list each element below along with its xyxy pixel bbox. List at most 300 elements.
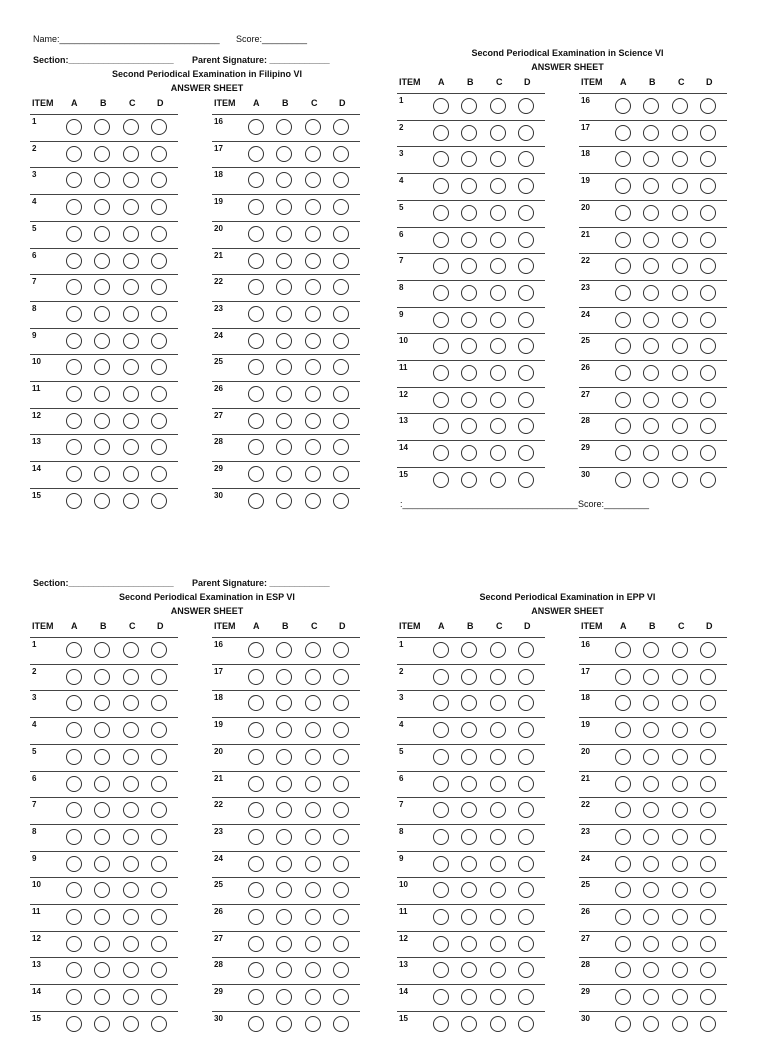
answer-bubble-d[interactable] <box>700 472 716 488</box>
answer-bubble-c[interactable] <box>305 279 321 295</box>
answer-bubble-c[interactable] <box>490 802 506 818</box>
answer-bubble-d[interactable] <box>518 642 534 658</box>
answer-bubble-a[interactable] <box>433 98 449 114</box>
answer-bubble-a[interactable] <box>615 695 631 711</box>
answer-bubble-c[interactable] <box>490 962 506 978</box>
answer-bubble-b[interactable] <box>276 802 292 818</box>
answer-bubble-b[interactable] <box>461 829 477 845</box>
answer-bubble-d[interactable] <box>333 172 349 188</box>
answer-bubble-b[interactable] <box>461 856 477 872</box>
answer-bubble-a[interactable] <box>248 359 264 375</box>
answer-bubble-d[interactable] <box>700 285 716 301</box>
answer-bubble-b[interactable] <box>643 962 659 978</box>
answer-bubble-d[interactable] <box>333 146 349 162</box>
answer-bubble-c[interactable] <box>490 856 506 872</box>
answer-bubble-d[interactable] <box>333 669 349 685</box>
answer-bubble-d[interactable] <box>151 936 167 952</box>
answer-bubble-b[interactable] <box>643 695 659 711</box>
answer-bubble-d[interactable] <box>333 359 349 375</box>
answer-bubble-d[interactable] <box>518 365 534 381</box>
answer-bubble-d[interactable] <box>151 466 167 482</box>
answer-bubble-b[interactable] <box>461 178 477 194</box>
answer-bubble-d[interactable] <box>151 695 167 711</box>
answer-bubble-c[interactable] <box>672 98 688 114</box>
answer-bubble-b[interactable] <box>276 642 292 658</box>
answer-bubble-c[interactable] <box>305 172 321 188</box>
answer-bubble-b[interactable] <box>643 312 659 328</box>
answer-bubble-d[interactable] <box>700 829 716 845</box>
answer-bubble-d[interactable] <box>151 439 167 455</box>
answer-bubble-c[interactable] <box>123 306 139 322</box>
answer-bubble-c[interactable] <box>123 856 139 872</box>
answer-bubble-c[interactable] <box>305 936 321 952</box>
answer-bubble-c[interactable] <box>490 642 506 658</box>
answer-bubble-c[interactable] <box>305 802 321 818</box>
answer-bubble-a[interactable] <box>433 802 449 818</box>
answer-bubble-b[interactable] <box>276 119 292 135</box>
answer-bubble-b[interactable] <box>643 205 659 221</box>
answer-bubble-c[interactable] <box>305 642 321 658</box>
answer-bubble-b[interactable] <box>94 493 110 509</box>
answer-bubble-c[interactable] <box>490 722 506 738</box>
answer-bubble-d[interactable] <box>333 493 349 509</box>
answer-bubble-d[interactable] <box>333 642 349 658</box>
answer-bubble-b[interactable] <box>94 882 110 898</box>
answer-bubble-a[interactable] <box>433 312 449 328</box>
answer-bubble-d[interactable] <box>151 359 167 375</box>
answer-bubble-a[interactable] <box>433 829 449 845</box>
answer-bubble-c[interactable] <box>490 695 506 711</box>
answer-bubble-b[interactable] <box>461 749 477 765</box>
answer-bubble-c[interactable] <box>672 829 688 845</box>
answer-bubble-d[interactable] <box>700 258 716 274</box>
answer-bubble-d[interactable] <box>518 909 534 925</box>
answer-bubble-c[interactable] <box>123 413 139 429</box>
answer-bubble-b[interactable] <box>276 466 292 482</box>
answer-bubble-d[interactable] <box>333 279 349 295</box>
answer-bubble-a[interactable] <box>615 802 631 818</box>
answer-bubble-b[interactable] <box>276 989 292 1005</box>
answer-bubble-b[interactable] <box>643 178 659 194</box>
answer-bubble-c[interactable] <box>123 439 139 455</box>
answer-bubble-c[interactable] <box>305 466 321 482</box>
answer-bubble-c[interactable] <box>490 829 506 845</box>
science-footer-line[interactable]: :___________________________________ <box>400 499 578 509</box>
answer-bubble-c[interactable] <box>672 445 688 461</box>
answer-bubble-a[interactable] <box>66 359 82 375</box>
answer-bubble-a[interactable] <box>615 285 631 301</box>
answer-bubble-a[interactable] <box>615 125 631 141</box>
answer-bubble-c[interactable] <box>490 749 506 765</box>
answer-bubble-a[interactable] <box>248 669 264 685</box>
answer-bubble-c[interactable] <box>123 146 139 162</box>
answer-bubble-b[interactable] <box>276 882 292 898</box>
answer-bubble-a[interactable] <box>248 989 264 1005</box>
answer-bubble-d[interactable] <box>700 418 716 434</box>
answer-bubble-d[interactable] <box>700 936 716 952</box>
answer-bubble-b[interactable] <box>643 669 659 685</box>
answer-bubble-c[interactable] <box>123 279 139 295</box>
answer-bubble-a[interactable] <box>248 722 264 738</box>
answer-bubble-d[interactable] <box>151 172 167 188</box>
answer-bubble-a[interactable] <box>248 279 264 295</box>
answer-bubble-c[interactable] <box>672 472 688 488</box>
answer-bubble-d[interactable] <box>700 205 716 221</box>
answer-bubble-a[interactable] <box>615 882 631 898</box>
answer-bubble-b[interactable] <box>276 695 292 711</box>
answer-bubble-d[interactable] <box>700 882 716 898</box>
answer-bubble-d[interactable] <box>151 146 167 162</box>
answer-bubble-a[interactable] <box>433 642 449 658</box>
answer-bubble-b[interactable] <box>643 232 659 248</box>
answer-bubble-d[interactable] <box>518 445 534 461</box>
answer-bubble-d[interactable] <box>333 909 349 925</box>
answer-bubble-a[interactable] <box>248 439 264 455</box>
answer-bubble-c[interactable] <box>123 722 139 738</box>
answer-bubble-a[interactable] <box>66 882 82 898</box>
answer-bubble-c[interactable] <box>490 669 506 685</box>
answer-bubble-c[interactable] <box>490 205 506 221</box>
answer-bubble-c[interactable] <box>123 119 139 135</box>
answer-bubble-a[interactable] <box>615 392 631 408</box>
answer-bubble-b[interactable] <box>94 279 110 295</box>
answer-bubble-a[interactable] <box>66 856 82 872</box>
answer-bubble-c[interactable] <box>123 962 139 978</box>
answer-bubble-d[interactable] <box>700 125 716 141</box>
answer-bubble-d[interactable] <box>518 695 534 711</box>
answer-bubble-c[interactable] <box>123 359 139 375</box>
answer-bubble-c[interactable] <box>490 125 506 141</box>
answer-bubble-b[interactable] <box>461 722 477 738</box>
answer-bubble-d[interactable] <box>333 226 349 242</box>
answer-bubble-d[interactable] <box>518 151 534 167</box>
answer-bubble-c[interactable] <box>305 386 321 402</box>
answer-bubble-c[interactable] <box>490 98 506 114</box>
answer-bubble-c[interactable] <box>123 936 139 952</box>
answer-bubble-a[interactable] <box>66 439 82 455</box>
answer-bubble-b[interactable] <box>94 119 110 135</box>
answer-bubble-d[interactable] <box>333 439 349 455</box>
answer-bubble-d[interactable] <box>151 493 167 509</box>
answer-bubble-b[interactable] <box>643 642 659 658</box>
answer-bubble-b[interactable] <box>461 338 477 354</box>
answer-bubble-a[interactable] <box>615 989 631 1005</box>
answer-bubble-a[interactable] <box>615 338 631 354</box>
answer-bubble-d[interactable] <box>333 962 349 978</box>
answer-bubble-a[interactable] <box>248 253 264 269</box>
answer-bubble-c[interactable] <box>305 413 321 429</box>
answer-bubble-b[interactable] <box>276 359 292 375</box>
answer-bubble-d[interactable] <box>700 151 716 167</box>
answer-bubble-a[interactable] <box>248 695 264 711</box>
answer-bubble-d[interactable] <box>700 989 716 1005</box>
answer-bubble-c[interactable] <box>672 722 688 738</box>
answer-bubble-b[interactable] <box>643 829 659 845</box>
answer-bubble-a[interactable] <box>433 445 449 461</box>
answer-bubble-a[interactable] <box>433 205 449 221</box>
answer-bubble-a[interactable] <box>66 333 82 349</box>
answer-bubble-c[interactable] <box>123 802 139 818</box>
parent-signature-field-bottom[interactable]: Parent Signature: ____________ <box>192 578 330 588</box>
answer-bubble-c[interactable] <box>305 882 321 898</box>
answer-bubble-b[interactable] <box>461 258 477 274</box>
answer-bubble-c[interactable] <box>305 856 321 872</box>
answer-bubble-c[interactable] <box>490 258 506 274</box>
answer-bubble-a[interactable] <box>248 642 264 658</box>
answer-bubble-c[interactable] <box>305 669 321 685</box>
answer-bubble-d[interactable] <box>700 392 716 408</box>
answer-bubble-c[interactable] <box>490 312 506 328</box>
answer-bubble-d[interactable] <box>518 205 534 221</box>
answer-bubble-c[interactable] <box>123 226 139 242</box>
answer-bubble-b[interactable] <box>461 909 477 925</box>
answer-bubble-d[interactable] <box>518 669 534 685</box>
answer-bubble-a[interactable] <box>66 172 82 188</box>
answer-bubble-a[interactable] <box>248 802 264 818</box>
answer-bubble-a[interactable] <box>615 205 631 221</box>
answer-bubble-d[interactable] <box>333 802 349 818</box>
answer-bubble-b[interactable] <box>276 306 292 322</box>
answer-bubble-b[interactable] <box>94 306 110 322</box>
answer-bubble-c[interactable] <box>305 722 321 738</box>
answer-bubble-b[interactable] <box>94 909 110 925</box>
answer-bubble-a[interactable] <box>615 909 631 925</box>
answer-bubble-d[interactable] <box>333 386 349 402</box>
answer-bubble-b[interactable] <box>461 936 477 952</box>
answer-bubble-d[interactable] <box>518 285 534 301</box>
answer-bubble-b[interactable] <box>461 695 477 711</box>
answer-bubble-b[interactable] <box>94 856 110 872</box>
answer-bubble-c[interactable] <box>490 151 506 167</box>
answer-bubble-c[interactable] <box>305 359 321 375</box>
answer-bubble-a[interactable] <box>248 962 264 978</box>
answer-bubble-b[interactable] <box>643 258 659 274</box>
answer-bubble-d[interactable] <box>151 199 167 215</box>
answer-bubble-c[interactable] <box>305 989 321 1005</box>
answer-bubble-d[interactable] <box>151 989 167 1005</box>
answer-bubble-d[interactable] <box>700 98 716 114</box>
answer-bubble-b[interactable] <box>94 776 110 792</box>
answer-bubble-c[interactable] <box>490 365 506 381</box>
answer-bubble-d[interactable] <box>333 749 349 765</box>
answer-bubble-a[interactable] <box>433 989 449 1005</box>
answer-bubble-a[interactable] <box>66 936 82 952</box>
answer-bubble-c[interactable] <box>672 285 688 301</box>
answer-bubble-d[interactable] <box>333 333 349 349</box>
answer-bubble-a[interactable] <box>66 306 82 322</box>
answer-bubble-c[interactable] <box>305 226 321 242</box>
answer-bubble-b[interactable] <box>643 418 659 434</box>
answer-bubble-c[interactable] <box>123 199 139 215</box>
answer-bubble-c[interactable] <box>672 365 688 381</box>
answer-bubble-d[interactable] <box>700 695 716 711</box>
answer-bubble-c[interactable] <box>123 333 139 349</box>
answer-bubble-c[interactable] <box>123 776 139 792</box>
answer-bubble-a[interactable] <box>615 829 631 845</box>
answer-bubble-b[interactable] <box>276 829 292 845</box>
answer-bubble-c[interactable] <box>123 695 139 711</box>
answer-bubble-a[interactable] <box>433 749 449 765</box>
answer-bubble-a[interactable] <box>615 642 631 658</box>
answer-bubble-d[interactable] <box>700 445 716 461</box>
answer-bubble-b[interactable] <box>276 199 292 215</box>
answer-bubble-c[interactable] <box>672 989 688 1005</box>
answer-bubble-d[interactable] <box>151 333 167 349</box>
answer-bubble-b[interactable] <box>94 642 110 658</box>
answer-bubble-b[interactable] <box>276 936 292 952</box>
answer-bubble-d[interactable] <box>333 989 349 1005</box>
answer-bubble-a[interactable] <box>66 642 82 658</box>
answer-bubble-c[interactable] <box>123 882 139 898</box>
answer-bubble-c[interactable] <box>672 962 688 978</box>
answer-bubble-c[interactable] <box>672 125 688 141</box>
answer-bubble-a[interactable] <box>66 226 82 242</box>
answer-bubble-c[interactable] <box>123 829 139 845</box>
answer-bubble-a[interactable] <box>248 386 264 402</box>
answer-bubble-c[interactable] <box>305 119 321 135</box>
answer-bubble-b[interactable] <box>461 365 477 381</box>
answer-bubble-a[interactable] <box>433 365 449 381</box>
answer-bubble-c[interactable] <box>490 232 506 248</box>
answer-bubble-b[interactable] <box>643 365 659 381</box>
answer-bubble-c[interactable] <box>123 466 139 482</box>
answer-bubble-d[interactable] <box>151 776 167 792</box>
answer-bubble-a[interactable] <box>66 802 82 818</box>
answer-bubble-b[interactable] <box>643 338 659 354</box>
answer-bubble-b[interactable] <box>461 989 477 1005</box>
answer-bubble-a[interactable] <box>248 749 264 765</box>
answer-bubble-d[interactable] <box>333 856 349 872</box>
answer-bubble-a[interactable] <box>248 882 264 898</box>
answer-bubble-d[interactable] <box>700 365 716 381</box>
answer-bubble-b[interactable] <box>461 418 477 434</box>
answer-bubble-d[interactable] <box>518 312 534 328</box>
answer-bubble-a[interactable] <box>433 285 449 301</box>
answer-bubble-c[interactable] <box>305 146 321 162</box>
answer-bubble-b[interactable] <box>276 146 292 162</box>
answer-bubble-c[interactable] <box>490 472 506 488</box>
answer-bubble-b[interactable] <box>94 669 110 685</box>
answer-bubble-a[interactable] <box>615 936 631 952</box>
answer-bubble-b[interactable] <box>276 253 292 269</box>
answer-bubble-b[interactable] <box>276 749 292 765</box>
answer-bubble-d[interactable] <box>518 829 534 845</box>
answer-bubble-b[interactable] <box>94 936 110 952</box>
answer-bubble-a[interactable] <box>615 749 631 765</box>
answer-bubble-a[interactable] <box>615 365 631 381</box>
answer-bubble-b[interactable] <box>643 909 659 925</box>
answer-bubble-d[interactable] <box>151 856 167 872</box>
answer-bubble-a[interactable] <box>248 119 264 135</box>
answer-bubble-a[interactable] <box>615 418 631 434</box>
answer-bubble-a[interactable] <box>615 472 631 488</box>
answer-bubble-a[interactable] <box>433 936 449 952</box>
answer-bubble-b[interactable] <box>276 386 292 402</box>
answer-bubble-c[interactable] <box>672 695 688 711</box>
answer-bubble-a[interactable] <box>433 258 449 274</box>
answer-bubble-a[interactable] <box>433 418 449 434</box>
answer-bubble-b[interactable] <box>461 98 477 114</box>
answer-bubble-b[interactable] <box>276 279 292 295</box>
answer-bubble-a[interactable] <box>66 776 82 792</box>
answer-bubble-c[interactable] <box>672 232 688 248</box>
answer-bubble-a[interactable] <box>433 722 449 738</box>
answer-bubble-c[interactable] <box>305 776 321 792</box>
answer-bubble-a[interactable] <box>433 232 449 248</box>
answer-bubble-b[interactable] <box>94 172 110 188</box>
answer-bubble-a[interactable] <box>248 909 264 925</box>
answer-bubble-a[interactable] <box>248 306 264 322</box>
answer-bubble-d[interactable] <box>700 776 716 792</box>
answer-bubble-d[interactable] <box>151 802 167 818</box>
answer-bubble-a[interactable] <box>433 338 449 354</box>
answer-bubble-d[interactable] <box>151 386 167 402</box>
answer-bubble-d[interactable] <box>333 306 349 322</box>
answer-bubble-c[interactable] <box>672 338 688 354</box>
answer-bubble-d[interactable] <box>333 466 349 482</box>
answer-bubble-b[interactable] <box>461 205 477 221</box>
answer-bubble-d[interactable] <box>700 312 716 328</box>
answer-bubble-a[interactable] <box>248 199 264 215</box>
answer-bubble-a[interactable] <box>248 333 264 349</box>
answer-bubble-b[interactable] <box>461 642 477 658</box>
answer-bubble-a[interactable] <box>615 178 631 194</box>
answer-bubble-d[interactable] <box>700 856 716 872</box>
answer-bubble-d[interactable] <box>518 936 534 952</box>
answer-bubble-d[interactable] <box>518 125 534 141</box>
answer-bubble-b[interactable] <box>94 695 110 711</box>
answer-bubble-c[interactable] <box>490 392 506 408</box>
answer-bubble-b[interactable] <box>643 472 659 488</box>
answer-bubble-b[interactable] <box>643 882 659 898</box>
answer-bubble-c[interactable] <box>490 776 506 792</box>
answer-bubble-d[interactable] <box>151 226 167 242</box>
answer-bubble-d[interactable] <box>333 722 349 738</box>
answer-bubble-d[interactable] <box>333 199 349 215</box>
answer-bubble-c[interactable] <box>672 936 688 952</box>
answer-bubble-a[interactable] <box>615 722 631 738</box>
answer-bubble-d[interactable] <box>700 962 716 978</box>
answer-bubble-b[interactable] <box>276 226 292 242</box>
answer-bubble-a[interactable] <box>66 829 82 845</box>
answer-bubble-c[interactable] <box>672 205 688 221</box>
answer-bubble-d[interactable] <box>151 829 167 845</box>
answer-bubble-c[interactable] <box>305 962 321 978</box>
answer-bubble-d[interactable] <box>518 392 534 408</box>
answer-bubble-c[interactable] <box>123 172 139 188</box>
answer-bubble-a[interactable] <box>433 178 449 194</box>
answer-bubble-c[interactable] <box>305 695 321 711</box>
answer-bubble-a[interactable] <box>248 776 264 792</box>
answer-bubble-b[interactable] <box>276 856 292 872</box>
answer-bubble-c[interactable] <box>490 285 506 301</box>
answer-bubble-d[interactable] <box>518 962 534 978</box>
answer-bubble-b[interactable] <box>276 669 292 685</box>
answer-bubble-a[interactable] <box>248 493 264 509</box>
section-field-bottom[interactable]: Section:_____________________ <box>33 578 174 588</box>
answer-bubble-a[interactable] <box>66 413 82 429</box>
answer-bubble-c[interactable] <box>672 856 688 872</box>
answer-bubble-c[interactable] <box>672 392 688 408</box>
answer-bubble-a[interactable] <box>433 909 449 925</box>
answer-bubble-a[interactable] <box>433 856 449 872</box>
answer-bubble-d[interactable] <box>700 178 716 194</box>
answer-bubble-a[interactable] <box>66 749 82 765</box>
answer-bubble-a[interactable] <box>433 962 449 978</box>
answer-bubble-b[interactable] <box>94 226 110 242</box>
answer-bubble-d[interactable] <box>333 413 349 429</box>
answer-bubble-d[interactable] <box>151 119 167 135</box>
